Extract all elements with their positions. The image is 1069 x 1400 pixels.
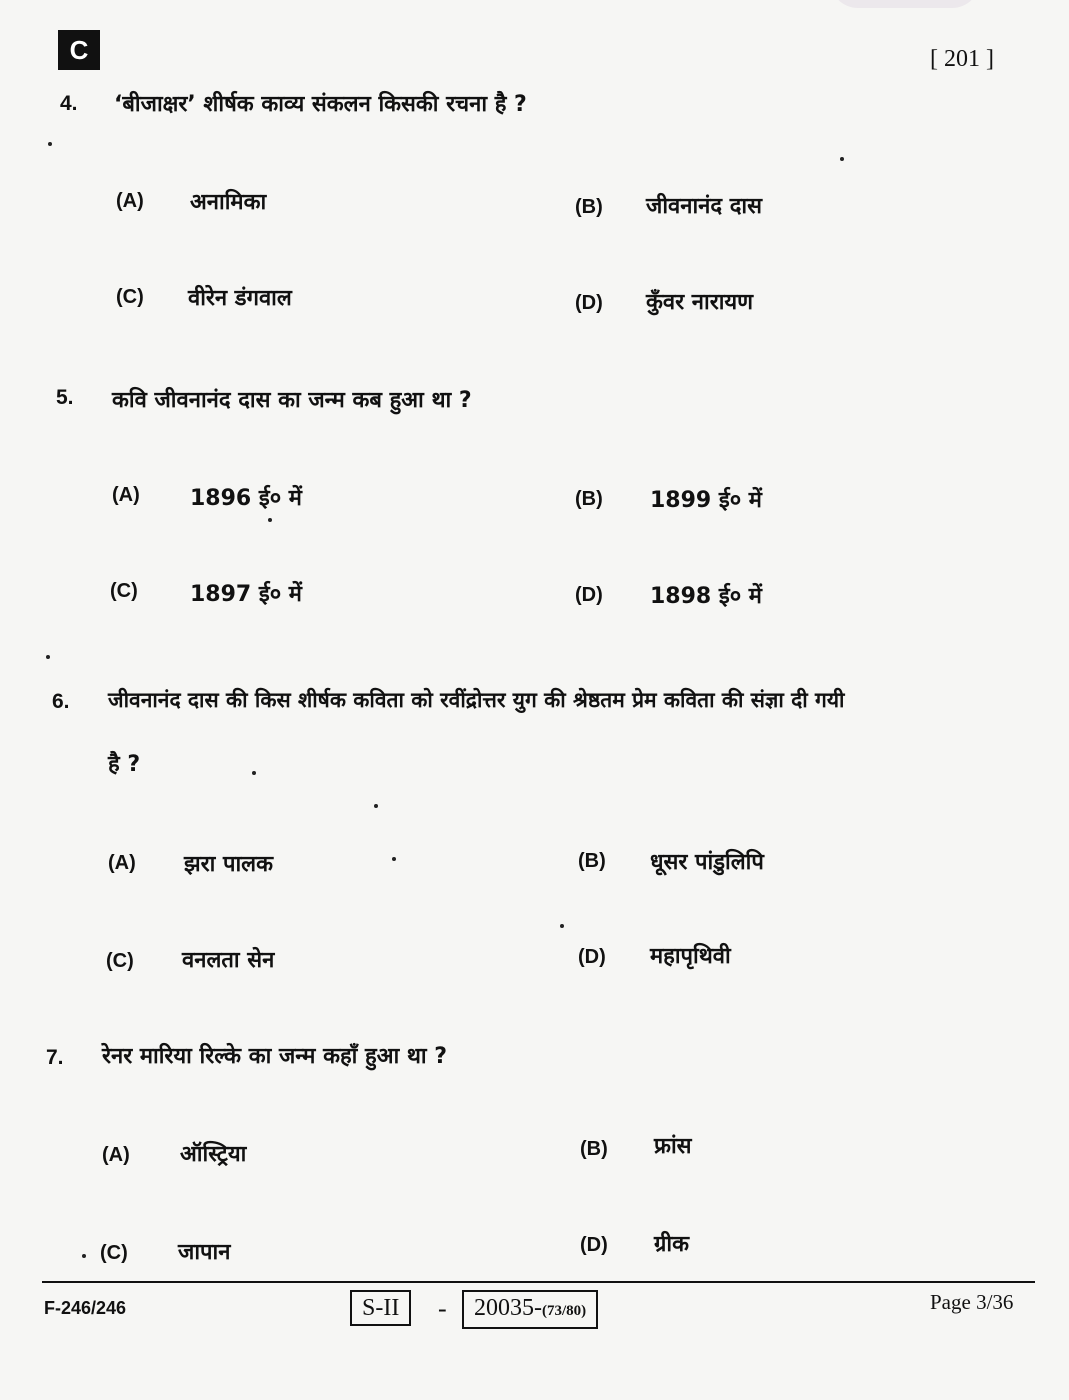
option-text: 1896 ई० में [190,486,302,511]
print-speck [268,518,272,522]
option-label: (A) [108,852,136,874]
footer-separator: - [438,1294,447,1323]
series-box [350,1290,411,1326]
option-label: (B) [580,1138,608,1160]
option-text: 1899 ई० में [650,488,762,513]
option-label: (B) [575,488,603,510]
option-label: (A) [102,1144,130,1166]
question-text: ‘बीजाक्षर’ शीर्षक काव्य संकलन किसकी रचना है ? [114,92,527,117]
print-speck [560,924,564,928]
option-text: वीरेन डंगवाल [188,286,292,311]
print-speck [840,157,844,161]
option-text: 1897 ई० में [190,582,302,607]
booklet-number-box [462,1290,598,1329]
question-number: 4. [60,92,78,115]
option-text: ग्रीक [654,1232,690,1257]
print-speck [82,1254,86,1258]
option-label: (A) [112,484,140,506]
option-label: (B) [575,196,603,218]
option-text: फ्रांस [654,1134,692,1159]
print-speck [46,655,50,659]
question-text: कवि जीवनानंद दास का जन्म कब हुआ था ? [112,388,472,413]
option-text: 1898 ई० में [650,584,762,609]
option-label: (B) [578,850,606,872]
print-speck [48,142,52,146]
print-speck [374,804,378,808]
option-text: महापृथिवी [650,944,731,969]
footer-paper-code: F-246/246 [44,1298,127,1318]
option-text: वनलता सेन [182,948,275,973]
print-speck [252,771,256,775]
page-number: Page 3/36 [930,1290,1014,1314]
option-text: जीवनानंद दास [646,194,762,219]
option-label: (D) [575,584,603,606]
option-label: (D) [578,946,606,968]
question-text: रेनर मारिया रिल्के का जन्म कहाँ हुआ था ? [102,1044,448,1069]
option-text: जापान [178,1240,231,1265]
option-label: (C) [106,950,134,972]
booklet-suffix: (73/80) [542,1303,587,1319]
question-text: जीवनानंद दास की किस शीर्षक कविता को रवींद्रोत्तर युग की श्रेष्ठतम प्रेम कविता की संज्ञा दी गयी [108,688,845,712]
footer-rule [42,1281,1035,1283]
option-label: (A) [116,190,144,212]
question-number: 5. [56,386,74,409]
option-text: झरा पालक [184,852,273,877]
option-label: (C) [100,1242,128,1264]
option-label: (D) [580,1234,608,1256]
booklet-number: 20035- [474,1295,542,1321]
print-speck [392,857,396,861]
option-text: कुँवर नारायण [646,290,754,315]
option-label: (C) [110,580,138,602]
option-label: (D) [575,292,603,314]
option-label: (C) [116,286,144,308]
question-text-line-2: है ? [108,752,141,777]
option-text: अनामिका [190,190,267,215]
page-corner-shadow [830,0,980,8]
question-number: 7. [46,1046,64,1069]
option-text: ऑस्ट्रिया [180,1142,247,1167]
set-badge: C [58,30,100,70]
option-text: धूसर पांडुलिपि [650,850,764,875]
paper-code-header: [ 201 ] [930,46,994,72]
series-label: S-II [362,1295,400,1321]
question-number: 6. [52,690,70,713]
